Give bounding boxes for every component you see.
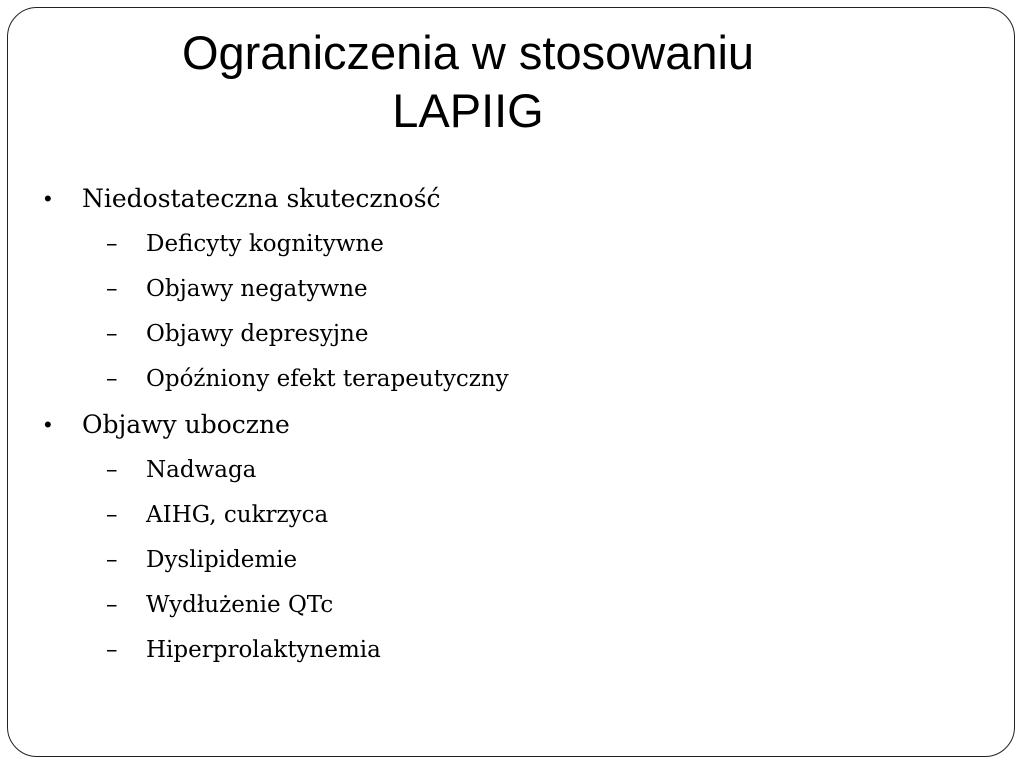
sub-bullet-text: Wydłużenie QTc [146, 592, 334, 618]
slide-title-line-1: Ograniczenia w stosowaniu [181, 26, 755, 79]
dash-marker: – [106, 592, 118, 618]
sub-bullet-item [44, 357, 984, 402]
sub-bullet-item [44, 267, 984, 312]
dash-marker: – [106, 231, 118, 257]
sub-bullet-item [44, 538, 984, 583]
dash-marker: – [106, 321, 118, 347]
bullet-list [44, 176, 984, 673]
sub-bullet-text: Deficyty kognitywne [146, 231, 384, 257]
sub-bullet-text: Objawy negatywne [146, 276, 368, 302]
bullet-marker: • [44, 412, 52, 437]
bullet-item [44, 402, 984, 448]
dash-marker: – [106, 276, 118, 302]
sub-bullet-item [44, 583, 984, 628]
slide-title [8, 24, 928, 140]
dash-marker: – [106, 547, 118, 573]
dash-marker: – [106, 457, 118, 483]
sub-bullet-text: Objawy depresyjne [146, 321, 369, 347]
bullet-text: Niedostateczna skuteczność [82, 184, 441, 213]
sub-bullet-text: AIHG, cukrzyca [146, 502, 329, 528]
sub-bullet-item [44, 628, 984, 673]
sub-bullet-text: Nadwaga [146, 457, 257, 483]
dash-marker: – [106, 637, 118, 663]
sub-bullet-text: Dyslipidemie [146, 547, 298, 573]
sub-bullet-item [44, 222, 984, 267]
sub-bullet-text: Opóźniony efekt terapeutyczny [146, 366, 509, 392]
dash-marker: – [106, 366, 118, 392]
sub-bullet-item [44, 448, 984, 493]
bullet-marker: • [44, 186, 52, 211]
sub-bullet-item [44, 493, 984, 538]
slide-title-line-2: LAPIIG [392, 84, 544, 137]
bullet-text: Objawy uboczne [82, 410, 290, 439]
sub-bullet-item [44, 312, 984, 357]
slide-frame [7, 7, 1015, 757]
bullet-item [44, 176, 984, 222]
dash-marker: – [106, 502, 118, 528]
sub-bullet-text: Hiperprolaktynemia [146, 637, 381, 663]
